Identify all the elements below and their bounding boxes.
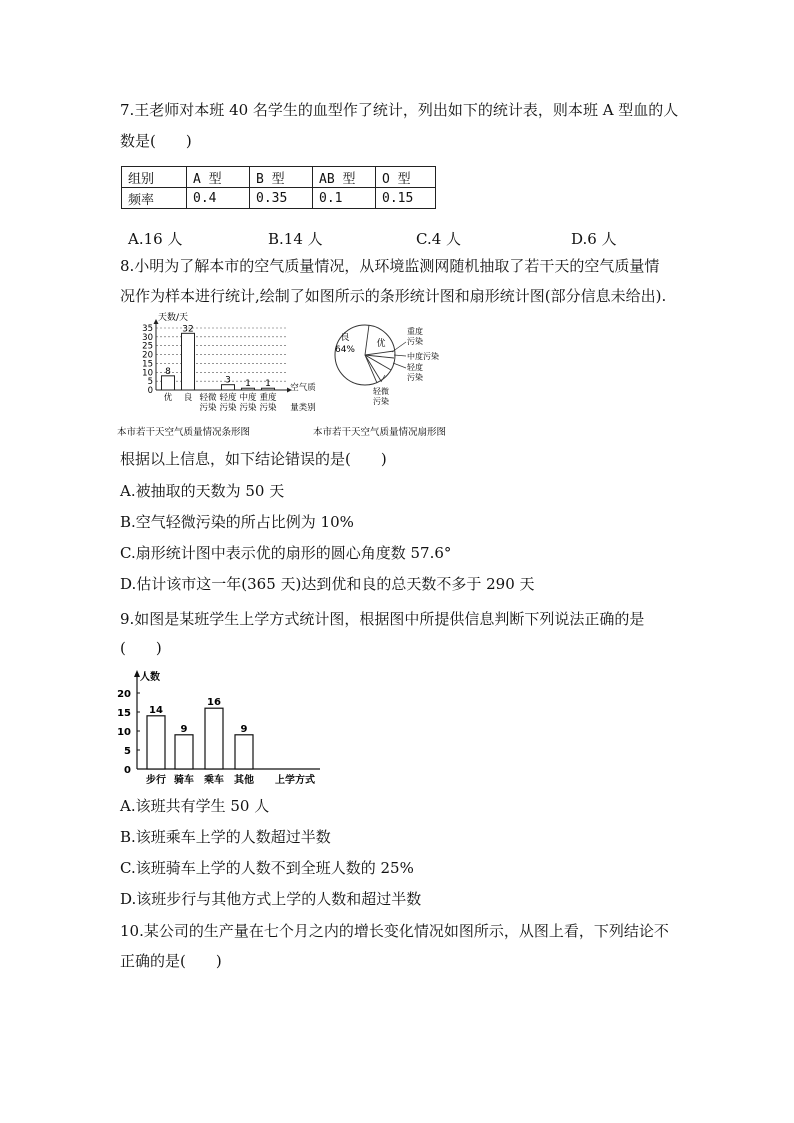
y-tick-label: 5	[147, 377, 153, 388]
q7-frequency-table	[121, 166, 436, 209]
pie-chart-caption: 本市若干天空气质量情况扇形图	[313, 427, 447, 438]
pie-label-moderate: 中度污染	[407, 352, 439, 361]
x-tick-label: 污染	[219, 403, 237, 413]
y-tick-label: 10	[117, 727, 131, 738]
x-tick-label: 骑车	[174, 775, 194, 786]
q8-option-a: A.被抽取的天数为 50 天	[120, 482, 285, 500]
leader-line	[394, 355, 406, 356]
table-cell: A 型	[187, 167, 250, 188]
q8-option-c: C.扇形统计图中表示优的扇形的圆心角度数 57.6°	[120, 544, 452, 562]
table-cell: AB 型	[313, 167, 376, 188]
q7-option-d: D.6 人	[571, 230, 617, 248]
air-quality-pie-chart	[305, 312, 485, 440]
x-tick-label: 良	[183, 393, 193, 403]
x-tick-label: 步行	[146, 775, 166, 786]
bar	[235, 735, 253, 769]
y-tick-label: 20	[117, 689, 131, 700]
x-axis-title: 空气质	[290, 383, 316, 393]
q10-stem-line2: 正确的是( )	[120, 952, 222, 970]
x-tick-label: 优	[163, 393, 173, 403]
y-tick-label: 10	[142, 368, 153, 379]
y-tick-label: 15	[117, 708, 131, 719]
x-tick-label: 乘车	[204, 775, 224, 786]
bar-value-label: 1	[265, 379, 271, 390]
q9-option-a: A.该班共有学生 50 人	[120, 797, 270, 815]
x-axis-title: 上学方式	[275, 775, 315, 786]
table-cell: 组别	[122, 167, 187, 188]
x-tick-label: 污染	[239, 403, 257, 413]
y-tick-label: 35	[142, 324, 153, 334]
bar-value-label: 14	[149, 704, 163, 716]
x-tick-label: 中度	[239, 393, 257, 403]
bar	[175, 735, 193, 769]
table-cell: B 型	[250, 167, 313, 188]
pie-label-mild: 污染	[407, 373, 423, 382]
bar-value-label: 3	[225, 375, 231, 386]
y-tick-label: 15	[142, 359, 153, 370]
q8-option-b: B.空气轻微污染的所占比例为 10%	[120, 513, 354, 531]
q8-option-d: D.估计该市这一年(365 天)达到优和良的总天数不多于 290 天	[120, 575, 535, 593]
table-row	[122, 188, 436, 209]
pie-label-excellent: 优	[376, 339, 386, 349]
q7-stem-line1: 7.王老师对本班 40 名学生的血型作了统计，列出如下的统计表，则本班 A 型血的人	[120, 101, 679, 119]
bar	[147, 716, 165, 769]
bar-value-label: 8	[165, 366, 171, 377]
y-tick-label: 0	[124, 765, 131, 776]
x-axis-title: 量类别	[290, 403, 316, 413]
pie-label-good-percent: 64%	[334, 345, 356, 355]
y-tick-label: 20	[142, 350, 153, 361]
leader-line	[393, 363, 406, 368]
table-cell: 0.35	[250, 188, 313, 209]
bar-value-label: 9	[180, 723, 188, 735]
table-cell: 0.15	[376, 188, 436, 209]
q9-option-b: B.该班乘车上学的人数超过半数	[120, 828, 331, 846]
bar-chart-caption: 本市若干天空气质量情况条形图	[117, 427, 251, 438]
q8-stem-line1: 8.小明为了解本市的空气质量情况，从环境监测网随机抽取了若干天的空气质量情	[120, 257, 660, 275]
pie-label-mild: 轻度	[407, 363, 423, 372]
y-axis-title: 人数	[140, 672, 160, 683]
q7-option-a: A.16 人	[128, 230, 183, 248]
q9-option-d: D.该班步行与其他方式上学的人数和超过半数	[120, 890, 422, 908]
x-tick-label: 轻微	[199, 393, 217, 403]
commute-bar-chart	[115, 666, 330, 788]
table-cell: 0.4	[187, 188, 250, 209]
table-cell: 0.1	[313, 188, 376, 209]
x-tick-label: 其他	[234, 775, 254, 786]
bar	[162, 376, 175, 390]
x-tick-label: 污染	[259, 403, 277, 413]
pie-label-slight: 轻微	[373, 387, 389, 396]
table-row	[122, 167, 436, 188]
bar-value-label: 16	[207, 697, 221, 709]
q7-option-c: C.4 人	[416, 230, 462, 248]
table-cell: O 型	[376, 167, 436, 188]
bar	[182, 333, 195, 390]
y-tick-label: 30	[142, 332, 153, 343]
table-cell: 频率	[122, 188, 187, 209]
q9-option-c: C.该班骑车上学的人数不到全班人数的 25%	[120, 859, 414, 877]
pie-label-severe: 重度	[407, 327, 423, 336]
q7-stem-line2: 数是( )	[120, 132, 192, 150]
pie-divider	[365, 355, 377, 383]
air-quality-bar-chart	[115, 312, 325, 440]
q7-option-b: B.14 人	[268, 230, 323, 248]
y-axis-title: 天数/天	[158, 313, 189, 323]
y-tick-label: 25	[142, 341, 153, 352]
q8-stem-line2: 况作为样本进行统计,绘制了如图所示的条形统计图和扇形统计图(部分信息未给出).	[120, 287, 667, 305]
bar-value-label: 9	[240, 723, 248, 735]
x-tick-label: 重度	[259, 393, 277, 403]
y-tick-label: 0	[147, 386, 153, 396]
bar	[205, 708, 223, 769]
q8-question: 根据以上信息，如下结论错误的是( )	[120, 450, 387, 468]
pie-divider	[365, 351, 394, 355]
y-tick-label: 5	[124, 746, 131, 757]
pie-divider	[365, 355, 381, 381]
x-tick-label: 轻度	[219, 393, 237, 403]
pie-label-severe: 污染	[407, 337, 423, 346]
q9-stem-line2: ( )	[120, 639, 162, 657]
bar-value-label: 1	[245, 379, 251, 390]
pie-label-good: 良	[340, 333, 350, 343]
pie-divider	[365, 325, 369, 355]
pie-label-slight: 污染	[373, 397, 389, 406]
bar-value-label: 32	[182, 324, 194, 335]
q10-stem-line1: 10.某公司的生产量在七个月之内的增长变化情况如图所示，从图上看，下列结论不	[120, 922, 669, 940]
x-tick-label: 污染	[199, 403, 217, 413]
q9-stem-line1: 9.如图是某班学生上学方式统计图，根据图中所提供信息判断下列说法正确的是	[120, 610, 645, 628]
